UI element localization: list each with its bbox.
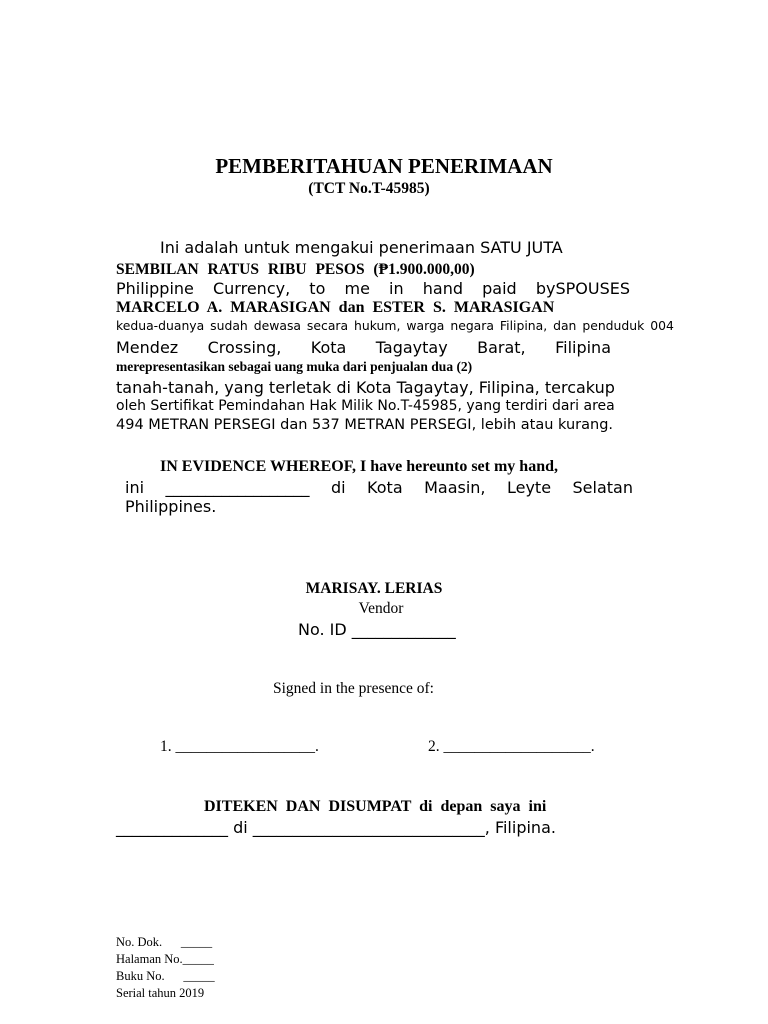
body-line-2: SEMBILAN RATUS RIBU PESOS (₱1.900.000,00)	[116, 261, 475, 278]
body-line-1: Ini adalah untuk mengakui penerimaan SATU JUTA	[160, 238, 563, 257]
body-line-10: 494 METRAN PERSEGI dan 537 METRAN PERSEGI, lebih atau kurang.	[116, 417, 614, 433]
evidence-line-2: ini __________________ di Kota Maasin, Leyte Selatan	[125, 478, 633, 497]
notary-page-no: Halaman No._____	[116, 952, 214, 966]
notary-series: Serial tahun 2019	[116, 986, 205, 1000]
body-line-3: Philippine Currency, to me in hand paid bySPOUSES	[116, 279, 630, 298]
body-line-7: merepresentasikan sebagai uang muka dari penjualan dua (2)	[116, 359, 473, 374]
notary-book-no: Buku No. _____	[116, 969, 215, 983]
body-line-4: MARCELO A. MARASIGAN dan ESTER S. MARASIGAN	[116, 299, 555, 316]
witness-heading: Signed in the presence of:	[273, 680, 434, 697]
oath-line-2: ______________ di _____________________________, Filipina.	[116, 818, 556, 837]
evidence-line-3: Philippines.	[125, 497, 217, 516]
document-title: PEMBERITAHUAN PENERIMAAN	[215, 154, 553, 178]
signatory-id: No. ID _____________	[298, 620, 456, 639]
document-subtitle: (TCT No.T-45985)	[308, 180, 430, 197]
signatory-role: Vendor	[358, 600, 404, 617]
witness-line-1: 1. __________________.	[160, 738, 319, 755]
oath-line-1: DITEKEN DAN DISUMPAT di depan saya ini	[204, 798, 547, 815]
body-line-6: Mendez Crossing, Kota Tagaytay Barat, Filipina	[116, 338, 611, 357]
body-line-5: kedua-duanya sudah dewasa secara hukum, warga negara Filipina, dan penduduk 004	[116, 318, 674, 333]
notary-doc-no: No. Dok. _____	[116, 935, 213, 949]
witness-line-2: 2. ___________________.	[428, 738, 595, 755]
signatory-name: MARISAY. LERIAS	[305, 580, 443, 597]
body-line-8: tanah-tanah, yang terletak di Kota Tagaytay, Filipina, tercakup	[116, 378, 615, 397]
evidence-line-1: IN EVIDENCE WHEREOF, I have hereunto set my hand,	[160, 458, 558, 475]
body-line-9: oleh Sertifikat Pemindahan Hak Milik No.T-45985, yang terdiri dari area	[116, 398, 615, 414]
